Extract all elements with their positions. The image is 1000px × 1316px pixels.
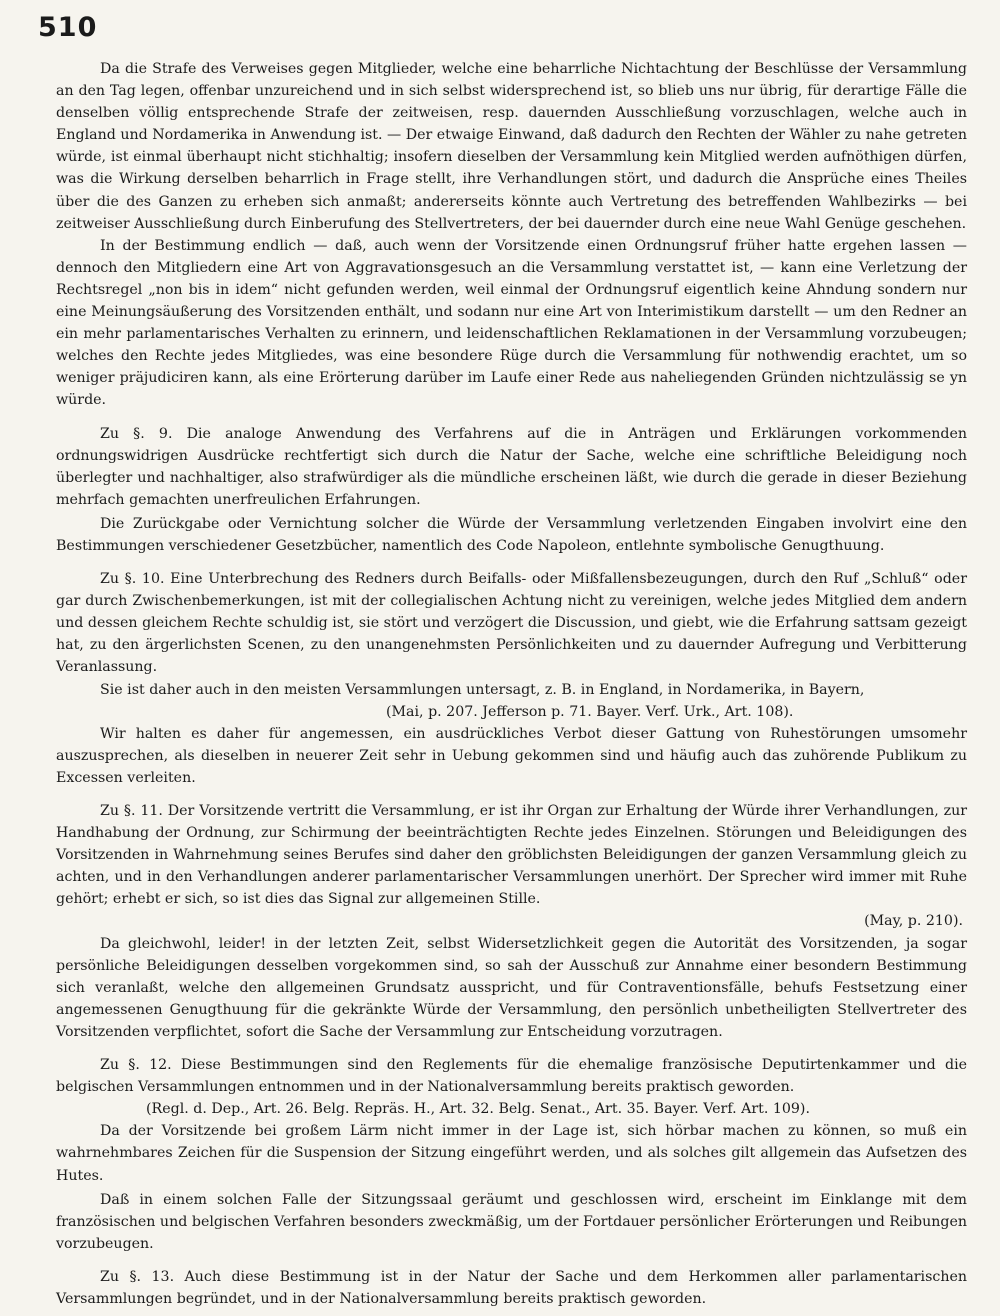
paragraph-section-9: Zu §. 9. Die analoge Anwendung des Verfahrens auf die in Anträgen und Erklärungen vorkommenden ordnungswidrigen Ausdrücke rechtfertigt sich durch die Natur der Sache, welche eine schriftliche Beleidigung noch überlegter und nachhaltiger, also strafwürdiger als die mündliche erscheinen läßt, wie durch die gerade in dieser Beziehung mehrfach gemachten unerfreulichen Erfahrungen.: [56, 425, 967, 508]
paragraph-zurueckgabe: Die Zurückgabe oder Vernichtung solcher die Würde der Versammlung verletzenden Eingaben involvirt eine den Bestimmungen verschiedener Gesetzbücher, namentlich des Code Napoleon, entlehnte symbolische Genugthuung.: [56, 515, 967, 554]
citation-mai-jefferson: (Mai, p. 207. Jefferson p. 71. Bayer. Verf. Urk., Art. 108).: [386, 703, 794, 720]
page-number: 510: [38, 12, 98, 43]
paragraph-untersagt: Sie ist daher auch in den meisten Versammlungen untersagt, z. B. in England, in Nordamerika, in Bayern,: [100, 681, 865, 698]
paragraph-section-11: Zu §. 11. Der Vorsitzende vertritt die Versammlung, er ist ihr Organ zur Erhaltung der Würde ihrer Verhandlungen, zur Handhabung der Ordnung, zur Schirmung der beeinträchtigten Rechte jedes Einzelnen. Störungen und Beleidigungen des Vorsitzenden in Wahrnehmung seines Berufes sind daher den gröblichsten Beleidigungen der ganzen Versammlung gleich zu achten, und in den Verhandlungen anderer parlamentarischer Versammlungen unerhört. Der Sprecher wird immer mit Ruhe gehört; erhebt er sich, so ist dies das Signal zur allgemeinen Stille.: [56, 803, 967, 908]
citation-may: (May, p. 210).: [864, 913, 963, 930]
paragraph-gleichwohl: Da gleichwohl, leider! in der letzten Zeit, selbst Widersetzlichkeit gegen die Autorität des Vorsitzenden, ja sogar persönliche Beleidigungen desselben vorgekommen sind, so sah der Ausschuß zur Annahme einer besondern Bestimmung sich veranlaßt, welche den allgemeinen Grundsatz ausspricht, und für Contraventionsfälle, behufs Festsetzung einer angemessenen Genugthuung für die gekränkte Würde der Versammlung, den persönlich unbetheiligten Stellvertreter des Vorsitzenden verpflichtet, sofort die Sache der Versammlung zur Entscheidung vorzutragen.: [56, 935, 967, 1040]
paragraph-bestimmung-endlich: In der Bestimmung endlich — daß, auch wenn der Vorsitzende einen Ordnungsruf früher hatte ergehen lassen — dennoch den Mitgliedern eine Art von Aggravationsgesuch an die Versammlung verstattet ist, — kann eine Verletzung der Rechtsregel „non bis in idem“ nicht gefunden werden, weil einmal der Ordnungsruf eigentlich keine Ahndung sondern nur eine Meinungsäußerung des Vorsitzenden enthält, und sodann nur eine Art von Interimistikum darstellt — um den Redner an ein mehr parlamentarisches Verhalten zu erinnern, und leidenschaftlichen Reklamationen in der Versammlung vorzubeugen; welches den Rechte jedes Mitgliedes, was eine besondere Rüge durch die Versammlung für nothwendig erachtet, um so weniger präjudiciren kann, als eine Erörterung darüber im Laufe einer Rede aus naheliegenden Gründen nichtzulässig se yn würde.: [56, 237, 967, 409]
paragraph-section-12: Zu §. 12. Diese Bestimmungen sind den Reglements für die ehemalige französische Deputirtenkammer und die belgischen Versammlungen entnommen und in der Nationalversammlung bereits praktisch geworden.: [56, 1057, 967, 1096]
citation-reglements: (Regl. d. Dep., Art. 26. Belg. Repräs. H., Art. 32. Belg. Senat., Art. 35. Bayer. Verf. Art. 109).: [146, 1101, 810, 1118]
page-body: [56, 58, 967, 1310]
paragraph-section-13: Zu §. 13. Auch diese Bestimmung ist in der Natur der Sache und dem Herkommen aller parlamentarischen Versammlungen begründet, und in der Nationalversammlung bereits praktisch geworden.: [56, 1268, 967, 1307]
paragraph-sitzungssaal: Daß in einem solchen Falle der Sitzungssaal geräumt und geschlossen wird, erscheint im Einklange mit dem französischen und belgischen Verfahren besonders zweckmäßig, um der Fortdauer persönlicher Erörterungen und Reibungen vorzubeugen.: [56, 1191, 967, 1252]
paragraph-verbot: Wir halten es daher für angemessen, ein ausdrückliches Verbot dieser Gattung von Ruhestörungen umsomehr auszusprechen, als dieselben in neuerer Zeit sehr in Uebung gekommen sind und häufig auch das zuhörende Publikum zu Excessen verleiten.: [56, 725, 967, 786]
paragraph-strafe-verweis: Da die Strafe des Verweises gegen Mitglieder, welche eine beharrliche Nichtachtung der Beschlüsse der Versammlung an den Tag legen, offenbar unzureichend und in sich selbst widersprechend ist, so blieb uns nur übrig, für derartige Fälle die denselben völlig entsprechende Strafe der zeitweisen, resp. dauernden Ausschließung vorzuschlagen, welche auch in England und Nordamerika in Anwendung ist. — Der etwaige Einwand, daß dadurch den Rechten der Wähler zu nahe getreten würde, ist einmal überhaupt nicht stichhaltig; insofern dieselben der Versammlung kein Mitglied werden aufnöthigen dürfen, was die Wirkung derselben beharrlich in Frage stellt, ihre Verhandlungen stört, und dadurch die Ansprüche eines Theiles über die des Ganzen zu erheben sich anmaßt; andererseits könnte auch Vertretung des betreffenden Wahlbezirks — bei zeitweiser Ausschließung durch Einberufung des Stellvertreters, der bei dauernder durch eine neue Wahl Genüge geschehen.: [56, 61, 967, 232]
paragraph-hutes: Da der Vorsitzende bei großem Lärm nicht immer in der Lage ist, sich hörbar machen zu können, so muß ein wahrnehmbares Zeichen für die Suspension der Sitzung eingeführt werden, und als solches gilt allgemein das Aufsetzen des Hutes.: [56, 1123, 967, 1184]
paragraph-section-10: Zu §. 10. Eine Unterbrechung des Redners durch Beifalls- oder Mißfallensbezeugungen, durch den Ruf „Schluß“ oder gar durch Zwischenbemerkungen, ist mit der collegialischen Achtung nicht zu vereinigen, welche jedes Mitglied dem andern und dessen gleichem Rechte schuldig ist, sie stört und verzögert die Discussion, und giebt, wie die Erfahrung sattsam gezeigt hat, zu den ärgerlichsten Scenen, zu den unangenehmsten Persönlichkeiten und zu dauernder Aufregung und Verbitterung Veranlassung.: [56, 571, 967, 676]
